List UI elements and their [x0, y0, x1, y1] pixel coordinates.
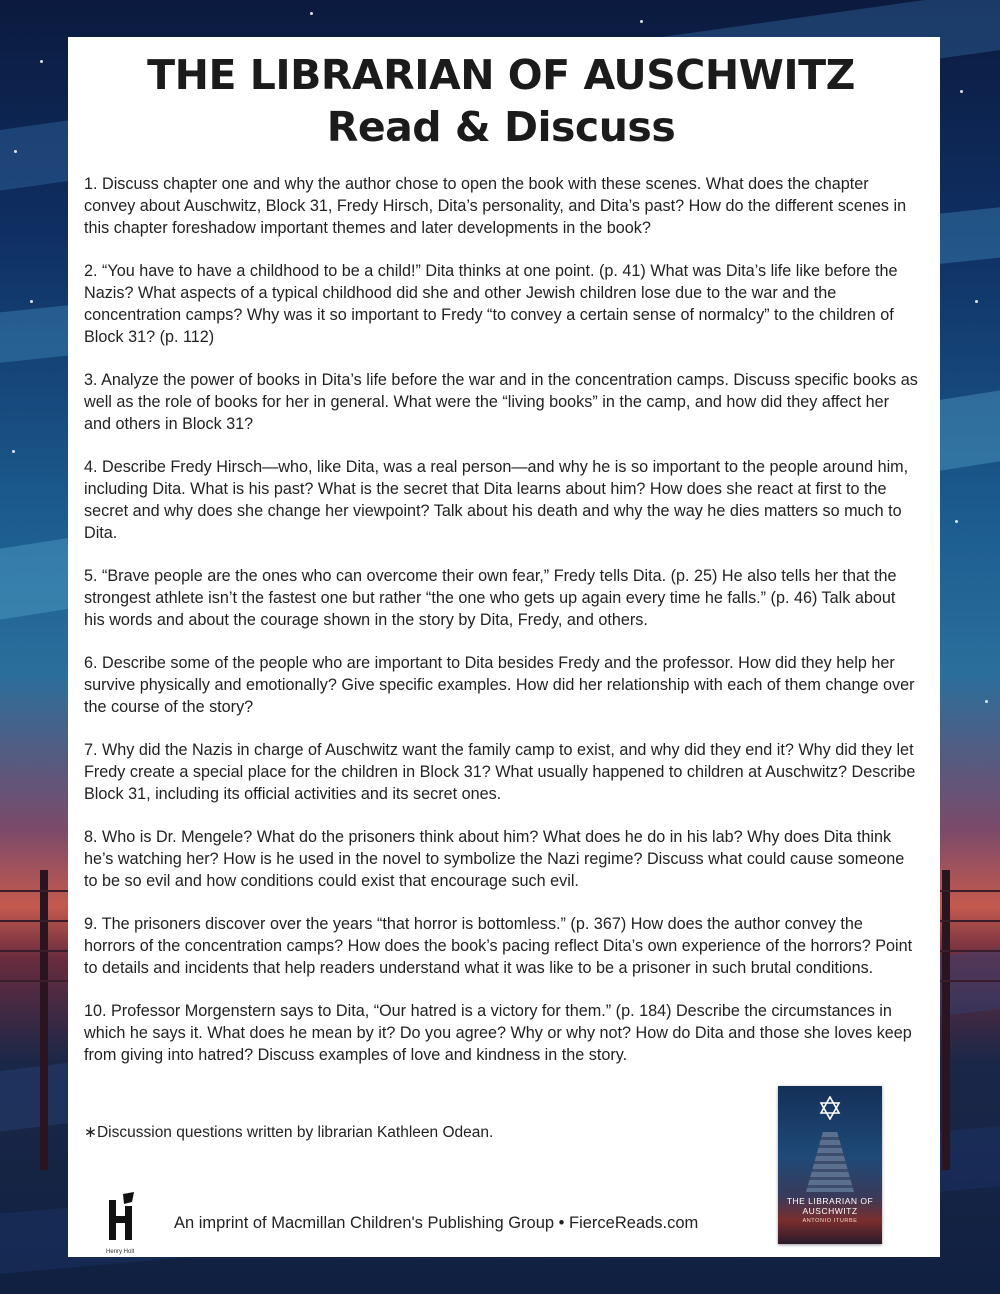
- author-credit: ∗Discussion questions written by librarian Kathleen Odean.: [84, 1124, 494, 1141]
- star-of-david-icon: [819, 1096, 841, 1120]
- star: [12, 450, 15, 453]
- book-cover-image: [778, 1086, 882, 1244]
- question-6: 6. Describe some of the people who are important to Dita besides Fredy and the professor. How did they help her survive physically and emotionally? Give specific examples. How did her relationship with each of them change over the course of the story?: [84, 654, 915, 716]
- star: [640, 20, 643, 23]
- question-5: 5. “Brave people are the ones who can overcome their own fear,” Fredy tells Dita. (p. 25) He also tells her that the strongest athlete isn’t the fastest one but rather “the one who gets up again every time he falls.” (p. 46) Talk about his words and about the courage shown in the story by Dita, Fredy, and others.: [84, 567, 897, 629]
- star: [30, 300, 33, 303]
- cover-author: ANTONIO ITURBE: [802, 1218, 858, 1224]
- question-2: 2. “You have to have a childhood to be a child!” Dita thinks at one point. (p. 41) What was Dita’s life like before the Nazis? What aspects of a typical childhood did she and other Jewish children lose due to the war and the concentration camps? Why was it so important to Fredy “to convey a certain sense of normalcy” to the children of Block 31? (p. 112): [84, 262, 898, 346]
- henry-holt-logo-icon: [106, 1192, 136, 1248]
- publisher-line: An imprint of Macmillan Children's Publishing Group • FierceReads.com: [174, 1214, 699, 1232]
- question-9: 9. The prisoners discover over the years “that horror is bottomless.” (p. 367) How does the author convey the horrors of the concentration camps? How does the book’s pacing reflect Dita’s own experience of the horrors? Point to details and incidents that help readers understand what it was like to be a prisoner in such brutal conditions.: [84, 915, 913, 977]
- title-line-1: THE LIBRARIAN OF AUSCHWITZ: [147, 51, 855, 99]
- star: [40, 60, 43, 63]
- star: [310, 12, 313, 15]
- question-7: 7. Why did the Nazis in charge of Auschwitz want the family camp to exist, and why did they end it? Why did they let Fredy create a special place for the children in Block 31? What usually happened to children at Auschwitz? Describe Block 31, including its official activities and its secret ones.: [84, 741, 916, 803]
- star: [955, 520, 958, 523]
- page-title: [84, 49, 918, 153]
- star: [975, 300, 978, 303]
- question-1: 1. Discuss chapter one and why the author chose to open the book with these scenes. What does the chapter convey about Auschwitz, Block 31, Fredy Hirsch, Dita’s personality, and Dita’s past? How do the different scenes in this chapter foreshadow important themes and later developments in the book?: [84, 175, 907, 237]
- logo-caption: Henry Holt: [106, 1249, 135, 1255]
- star: [14, 150, 17, 153]
- question-10: 10. Professor Morgenstern says to Dita, “Our hatred is a victory for them.” (p. 184) Describe the circumstances in which he says it. What does he mean by it? Do you agree? Why or why not? How do Dita and those she loves keep from giving into hatred? Discuss examples of love and kindness in the story.: [84, 1002, 912, 1064]
- fence-right: [930, 870, 1000, 1170]
- book-stack: [806, 1132, 854, 1192]
- question-8: 8. Who is Dr. Mengele? What do the prisoners think about him? What does he do in his lab? Why does Dita think he’s watching her? How is he used in the novel to symbolize the Nazi regime? Discuss what could cause someone to be so evil and how conditions could exist that encourage such evil.: [84, 828, 905, 890]
- star: [960, 90, 963, 93]
- question-4: 4. Describe Fredy Hirsch—who, like Dita, was a real person—and why he is so important to the people around him, including Dita. What is his past? What is the secret that Dita learns about him? How does she react at first to the secret and why does she change her viewpoint? Talk about his death and why the way he dies matters so much to Dita.: [84, 458, 909, 542]
- title-line-2: Read & Discuss: [326, 103, 676, 151]
- discussion-sheet: [68, 37, 940, 1257]
- question-list: [84, 173, 918, 1066]
- question-3: 3. Analyze the power of books in Dita’s life before the war and in the concentration camps. Discuss specific books as well as the role of books for her in general. What were the “living books” in the camp, and how did they affect her and others in Block 31?: [84, 371, 918, 433]
- fence-left: [0, 870, 70, 1170]
- star: [985, 700, 988, 703]
- cover-title: THE LIBRARIAN OF AUSCHWITZ: [786, 1196, 874, 1216]
